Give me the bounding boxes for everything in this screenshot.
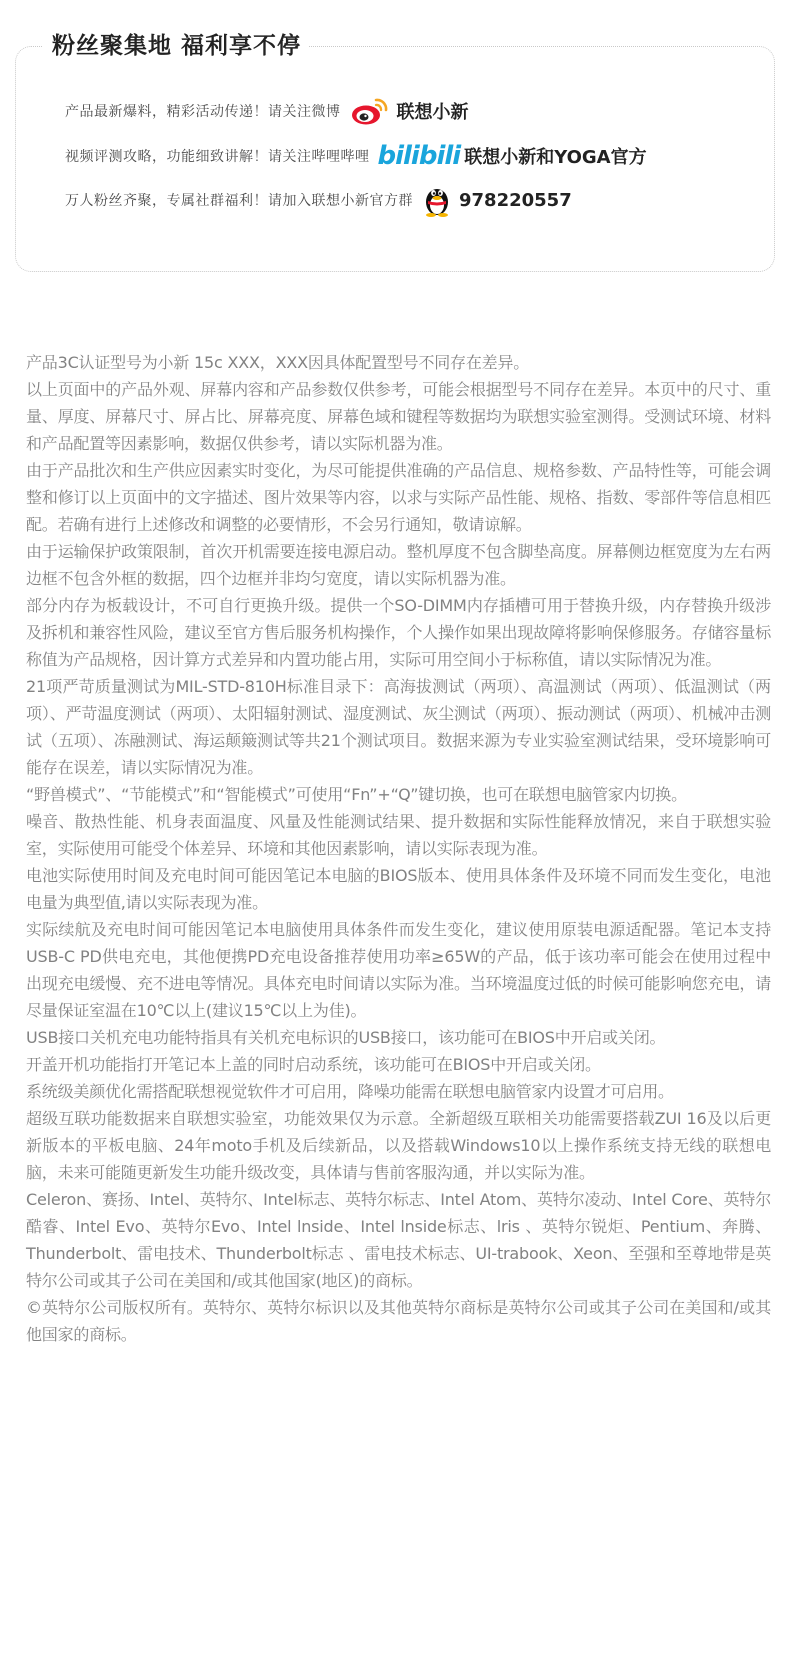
- disclaimer-paragraph: 部分内存为板载设计，不可自行更换升级。提供一个SO-DIMM内存插槽可用于替换升级，内存替换升级涉及拆机和兼容性风险，建议至官方售后服务机构操作，个人操作如果出现故障将影响保修服务。存储容量标称值为产品规格，因计算方式差异和内置功能占用，实际可用空间小于标称值，请以实际情况为准。: [26, 596, 771, 669]
- disclaimer-paragraph: Celeron、赛扬、Intel、英特尔、Intel标志、英特尔标志、Intel Atom、英特尔凌动、Intel Core、英特尔酷睿、Intel Evo、英特尔Evo、Intel lnside、Intel lnside标志、lris 、英特尔锐炬、Pentium、奔腾、Thunderbolt、雷电技术、Thunderbolt标志 、雷电技术标志、UI-trabook、Xeon、至强和至尊地带是英特尔公司或其子公司在美国和/或其他国家(地区)的商标。: [26, 1190, 771, 1290]
- disclaimer-list: [26, 349, 771, 1348]
- bilibili-logo: bilibili: [377, 141, 461, 171]
- disclaimer-paragraph: ©英特尔公司版权所有。英特尔、英特尔标识以及其他英特尔商标是英特尔公司或其子公司在美国和/或其他国家的商标。: [26, 1298, 771, 1344]
- disclaimer-paragraph: “野兽模式”、“节能模式”和“智能模式”可使用“Fn”+“Q”键切换，也可在联想电脑管家内切换。: [26, 785, 687, 804]
- fan-row-weibo[interactable]: [65, 93, 469, 129]
- bilibili-account-name: 联想小新和YOGA官方: [464, 147, 647, 168]
- weibo-icon: [351, 96, 389, 126]
- weibo-account-name: 联想小新: [396, 102, 469, 123]
- qq-group-number: 978220557: [459, 189, 572, 211]
- disclaimer-paragraph: 实际续航及充电时间可能因笔记本电脑使用具体条件而发生变化，建议使用原装电源适配器。笔记本支持USB-C PD供电充电，其他便携PD充电设备推荐使用功率≥65W的产品，低于该功率可能会在使用过程中出现充电缓慢、充不进电等情况。具体充电时间请以实际为准。当环境温度过低的时候可能影响您充电，请尽量保证室温在10℃以上(建议15℃以上为佳)。: [26, 920, 771, 1020]
- disclaimer-paragraph: 系统级美颜优化需搭配联想视觉软件才可启用，降噪功能需在联想电脑管家内设置才可启用。: [26, 1082, 674, 1101]
- disclaimer-paragraph: 由于产品批次和生产供应因素实时变化，为尽可能提供准确的产品信息、规格参数、产品特性等，可能会调整和修订以上页面中的文字描述、图片效果等内容，以求与实际产品性能、规格、指数、零部件等信息相匹配。若确有进行上述修改和调整的必要情形，不会另行通知，敬请谅解。: [26, 461, 771, 534]
- disclaimer-paragraph: 超级互联功能数据来自联想实验室，功能效果仅为示意。全新超级互联相关功能需要搭载ZUI 16及以后更新版本的平板电脑、24年moto手机及后续新品，以及搭载Windows10以上操作系统支持无线的联想电脑，未来可能随更新发生功能升级改变，具体请与售前客服沟通，并以实际为准。: [26, 1109, 771, 1182]
- qq-penguin-icon: [423, 183, 451, 217]
- fan-row-desc: 视频评测攻略，功能细致讲解！请关注哔哩哔哩: [65, 149, 370, 165]
- fan-row-desc: 产品最新爆料，精彩活动传递！请关注微博: [65, 104, 341, 120]
- disclaimer-paragraph: 由于运输保护政策限制，首次开机需要连接电源启动。整机厚度不包含脚垫高度。屏幕侧边框宽度为左右两边框不包含外框的数据，四个边框并非均匀宽度，请以实际机器为准。: [26, 542, 771, 588]
- disclaimer-paragraph: 21项严苛质量测试为MIL-STD-810H标准目录下：高海拔测试（两项）、高温测试（两项）、低温测试（两项）、严苛温度测试（两项）、太阳辐射测试、湿度测试、灰尘测试（两项）、振动测试（两项）、机械冲击测试（五项）、冻融测试、海运颠簸测试等共21个测试项目。数据来源为专业实验室测试结果，受环境影响可能存在误差，请以实际情况为准。: [26, 677, 771, 777]
- disclaimer-paragraph: 电池实际使用时间及充电时间可能因笔记本电脑的BIOS版本、使用具体条件及环境不同而发生变化，电池电量为典型值,请以实际表现为准。: [26, 866, 771, 912]
- fan-section-title: 粉丝聚集地 福利享不停: [42, 30, 309, 62]
- disclaimer-paragraph: 噪音、散热性能、机身表面温度、风量及性能测试结果、提升数据和实际性能释放情况，来自于联想实验室，实际使用可能受个体差异、环境和其他因素影响，请以实际表现为准。: [26, 812, 771, 858]
- fan-row-qq[interactable]: [65, 182, 572, 218]
- disclaimer-paragraph: USB接口关机充电功能特指具有关机充电标识的USB接口，该功能可在BIOS中开启或关闭。: [26, 1028, 666, 1047]
- fan-row-desc: 万人粉丝齐聚，专属社群福利！请加入联想小新官方群: [65, 193, 413, 209]
- disclaimer-paragraph: 产品3C认证型号为小新 15c XXX，XXX因具体配置型号不同存在差异。: [26, 353, 530, 372]
- disclaimer-paragraph: 以上页面中的产品外观、屏幕内容和产品参数仅供参考，可能会根据型号不同存在差异。本页中的尺寸、重量、厚度、屏幕尺寸、屏占比、屏幕亮度、屏幕色域和键程等数据均为联想实验室测得。受测试环境、材料和产品配置等因素影响，数据仅供参考，请以实际机器为准。: [26, 380, 771, 453]
- fan-row-bilibili[interactable]: [65, 138, 647, 174]
- disclaimer-paragraph: 开盖开机功能指打开笔记本上盖的同时启动系统，该功能可在BIOS中开启或关闭。: [26, 1055, 601, 1074]
